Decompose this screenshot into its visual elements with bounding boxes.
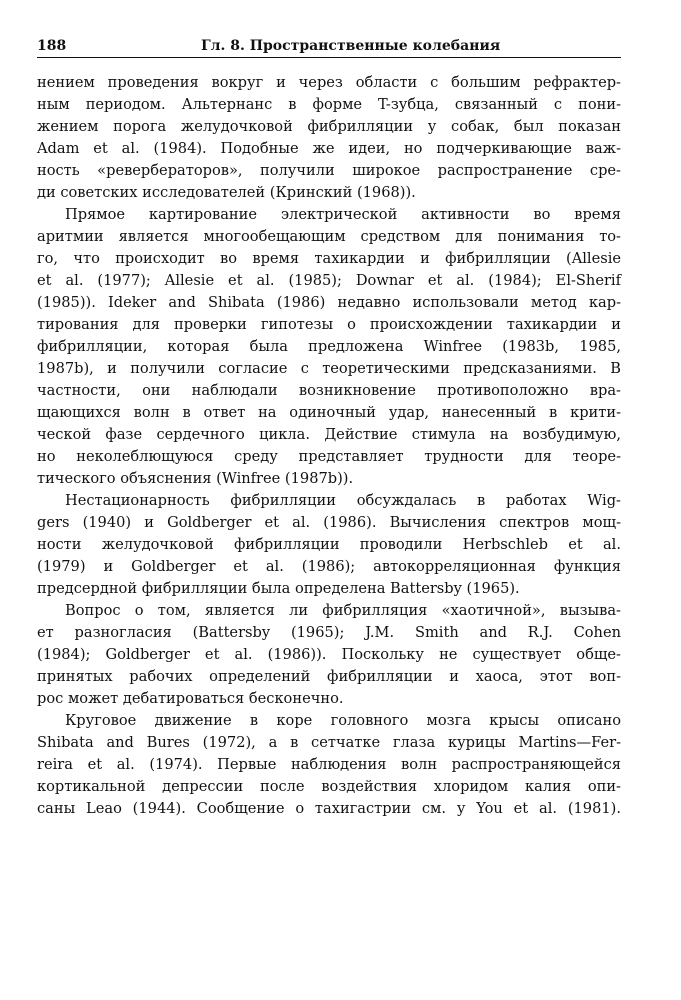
text-line: ности желудочковой фибрилляции проводили Herbschleb et al. (37, 536, 621, 553)
page-number: 188 (37, 38, 67, 54)
text-line: ным периодом. Альтернанс в форме T-зубца, связанный с пони- (37, 96, 621, 113)
text-line: щающихся волн в ответ на одиночный удар, нанесенный в крити- (37, 404, 621, 421)
text-line: ди советских исследователей (Кринский (1968)). (37, 184, 416, 201)
text-line: (1985)). Ideker and Shibata (1986) недавно использовали метод кар- (37, 294, 621, 311)
text-line: ет разногласия (Battersby (1965); J.M. Smith and R.J. Cohen (37, 624, 621, 641)
paragraph-3 (37, 490, 621, 600)
text-line: reira et al. (1974). Первые наблюдения волн распространяющейся (37, 756, 621, 773)
text-line: жением порога желудочковой фибрилляции у собак, был показан (37, 118, 621, 135)
text-line: фибрилляции, которая была предложена Winfree (1983b, 1985, (37, 338, 621, 355)
text-line: Нестационарность фибрилляции обсуждалась в работах Wig- (65, 492, 621, 509)
text-line: Adam et al. (1984). Подобные же идеи, но подчеркивающие важ- (37, 140, 621, 157)
paragraph-1 (37, 72, 621, 204)
text-line: (1984); Goldberger et al. (1986)). Поскольку не существует обще- (37, 646, 621, 663)
text-line: аритмии является многообещающим средством для понимания то- (37, 228, 621, 245)
body-text (37, 72, 621, 820)
text-line: тического объяснения (Winfree (1987b)). (37, 470, 354, 487)
paragraph-5 (37, 710, 621, 820)
text-line: gers (1940) и Goldberger et al. (1986). Вычисления спектров мощ- (37, 514, 621, 531)
text-line: 1987b), и получили согласие с теоретическими предсказаниями. В (37, 360, 621, 377)
text-line: принятых рабочих определений фибрилляции и хаоса, этот воп- (37, 668, 621, 685)
text-line: но неколеблющуюся среду представляет трудности для теоре- (37, 448, 621, 465)
text-line: нением проведения вокруг и через области с большим рефрактер- (37, 74, 621, 91)
text-line: Круговое движение в коре головного мозга крысы описано (65, 712, 621, 729)
text-line: тирования для проверки гипотезы о происхождении тахикардии и (37, 316, 621, 333)
text-line: (1979) и Goldberger et al. (1986); автокорреляционная функция (37, 558, 621, 575)
text-line: Прямое картирование электрической активности во время (65, 206, 621, 223)
page-header (37, 37, 621, 58)
text-line: кортикальной депрессии после воздействия хлоридом калия опи- (37, 778, 621, 795)
text-line: Shibata and Bures (1972), а в сетчатке глаза курицы Martins—Fer- (37, 734, 621, 751)
text-line: ность «ревербераторов», получили широкое распространение сре- (37, 162, 621, 179)
paragraph-2 (37, 204, 621, 490)
running-title: Гл. 8. Пространственные колебания (201, 38, 501, 54)
text-line: предсердной фибрилляции была определена Battersby (1965). (37, 580, 520, 597)
text-line: го, что происходит во время тахикардии и фибрилляции (Allesie (37, 250, 621, 267)
text-line: Вопрос о том, является ли фибрилляция «хаотичной», вызыва- (65, 602, 621, 619)
paragraph-4 (37, 600, 621, 710)
text-line: рос может дебатироваться бесконечно. (37, 690, 344, 707)
text-line: частности, они наблюдали возникновение противоположно вра- (37, 382, 621, 399)
text-line: саны Leao (1944). Сообщение о тахигастрии см. у You et al. (1981). (37, 800, 621, 817)
text-line: ческой фазе сердечного цикла. Действие стимула на возбудимую, (37, 426, 621, 443)
text-line: et al. (1977); Allesie et al. (1985); Downar et al. (1984); El-Sherif (37, 272, 621, 289)
